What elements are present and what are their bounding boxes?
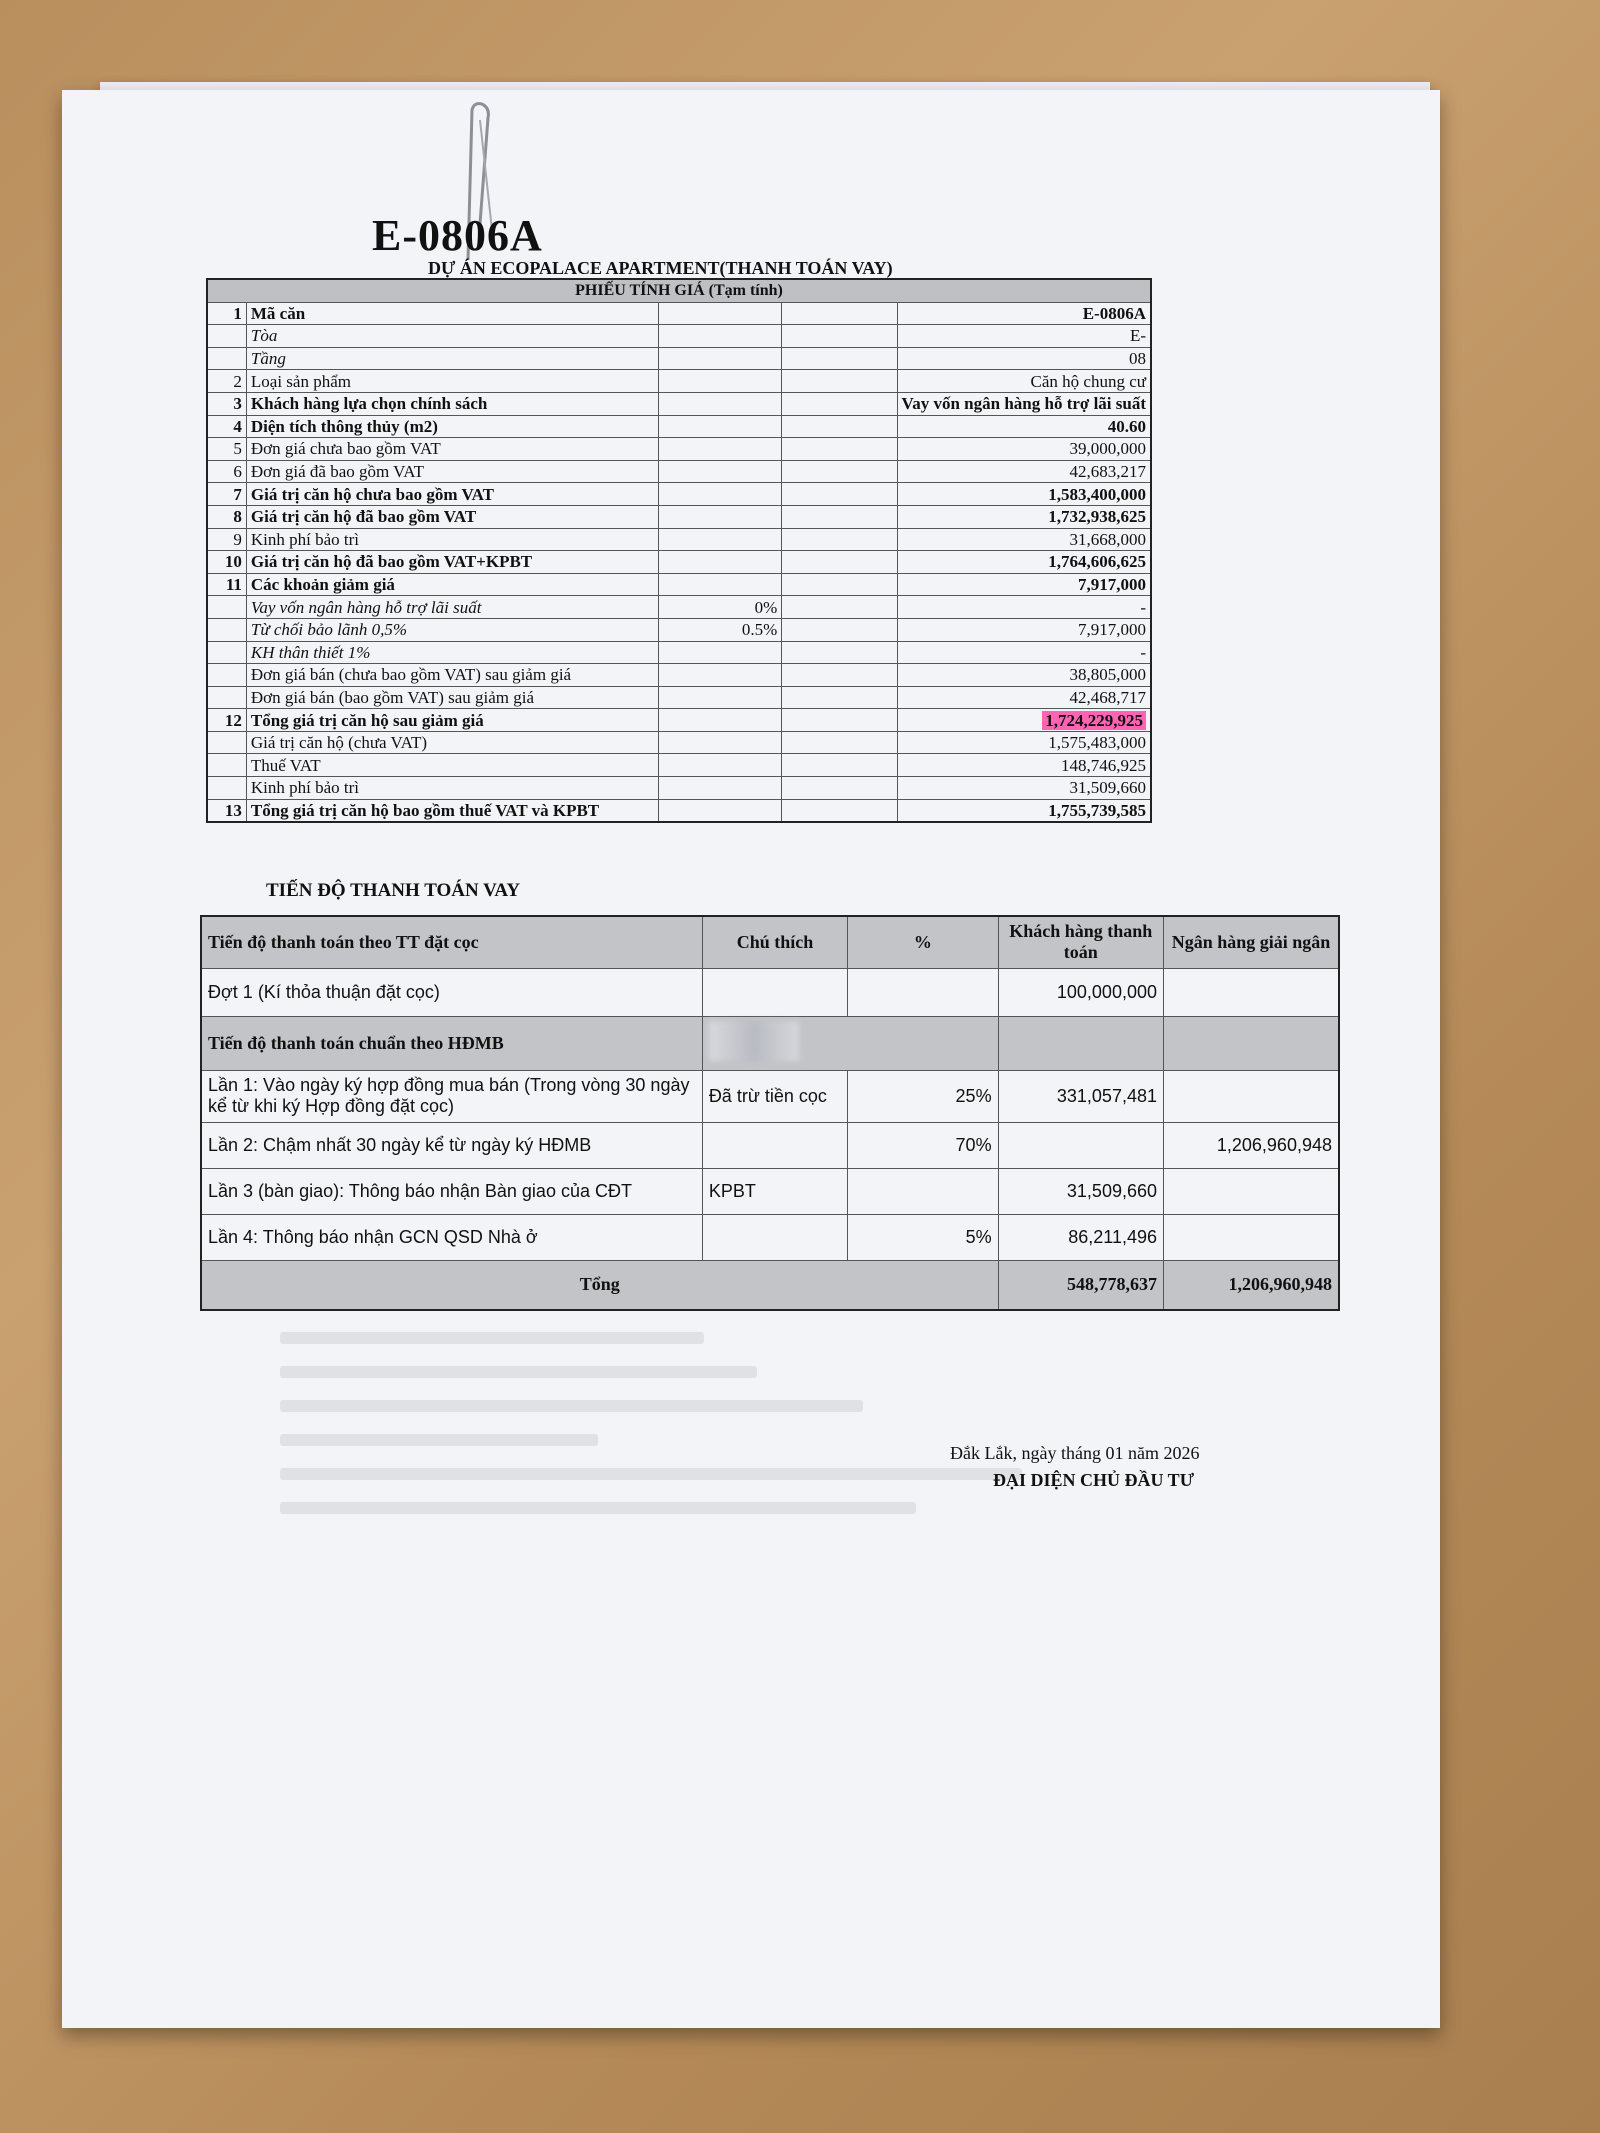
row-label xyxy=(246,438,658,461)
row-label-text: Khách hàng lựa chọn chính sách xyxy=(250,394,488,414)
row-number xyxy=(207,483,246,506)
payment-schedule-table xyxy=(200,915,1340,1311)
row-rate xyxy=(658,460,782,483)
row-rate xyxy=(658,325,782,348)
row-extra xyxy=(782,415,897,438)
row-extra xyxy=(782,347,897,370)
row-label xyxy=(246,415,658,438)
payment-stage: Lần 3 (bàn giao): Thông báo nhận Bàn giao của CĐT xyxy=(201,1168,702,1214)
row-rate xyxy=(658,551,782,574)
row-number xyxy=(207,370,246,393)
row-rate xyxy=(658,438,782,461)
row-number xyxy=(207,460,246,483)
row-extra xyxy=(782,483,897,506)
row-value xyxy=(897,347,1151,370)
row-number-text: 12 xyxy=(224,710,242,730)
row-rate xyxy=(658,686,782,709)
row-value-text: 1,724,229,925 xyxy=(1042,711,1146,730)
payment-stage: Lần 2: Chậm nhất 30 ngày kể từ ngày ký HĐMB xyxy=(201,1122,702,1168)
payment-bank xyxy=(1164,1168,1340,1214)
row-number xyxy=(207,302,246,325)
row-rate xyxy=(658,799,782,822)
row-value xyxy=(897,731,1151,754)
payment-percent: 25% xyxy=(848,1070,998,1122)
row-label xyxy=(246,799,658,822)
price-row xyxy=(207,709,1151,732)
row-label-text: Giá trị căn hộ đã bao gồm VAT+KPBT xyxy=(250,552,533,572)
price-row xyxy=(207,392,1151,415)
row-label-text: Đơn giá bán (bao gồm VAT) sau giảm giá xyxy=(250,687,535,707)
row-label xyxy=(246,686,658,709)
row-value-text: 31,509,660 xyxy=(1069,778,1146,798)
row-value-text: 39,000,000 xyxy=(1069,439,1146,459)
payment-percent xyxy=(848,1168,998,1214)
row-value-text: 42,683,217 xyxy=(1069,462,1146,482)
row-rate xyxy=(658,731,782,754)
row-extra xyxy=(782,460,897,483)
row-extra xyxy=(782,664,897,687)
payment-percent: 70% xyxy=(848,1122,998,1168)
row-label-text: Tổng giá trị căn hộ bao gồm thuế VAT và KPBT xyxy=(250,800,600,820)
payment-bank xyxy=(1164,1070,1340,1122)
row-rate xyxy=(658,347,782,370)
row-extra xyxy=(782,641,897,664)
price-row xyxy=(207,754,1151,777)
price-row xyxy=(207,460,1151,483)
row-label-text: Tòa xyxy=(250,326,278,346)
row-number-text: 4 xyxy=(233,416,242,436)
payment-customer: 331,057,481 xyxy=(998,1070,1163,1122)
row-label-text: Tổng giá trị căn hộ sau giảm giá xyxy=(250,710,484,730)
price-row xyxy=(207,415,1151,438)
row-rate xyxy=(658,505,782,528)
row-label-text: Kinh phí bảo trì xyxy=(250,778,360,798)
row-value-text: 7,917,000 xyxy=(1078,620,1146,640)
payment-total-row xyxy=(201,1260,1339,1310)
row-value xyxy=(897,438,1151,461)
row-number-text: 10 xyxy=(224,552,242,572)
row-value xyxy=(897,415,1151,438)
row-label xyxy=(246,709,658,732)
row-label xyxy=(246,392,658,415)
row-label-text: Mã căn xyxy=(250,303,306,323)
row-value xyxy=(897,528,1151,551)
price-row xyxy=(207,573,1151,596)
row-label-text: Các khoản giảm giá xyxy=(250,575,395,595)
row-value-text: E-0806A xyxy=(1082,303,1146,323)
row-value xyxy=(897,505,1151,528)
row-extra xyxy=(782,754,897,777)
row-rate xyxy=(658,641,782,664)
price-row xyxy=(207,618,1151,641)
row-number xyxy=(207,618,246,641)
row-label-text: Đơn giá đã bao gồm VAT xyxy=(250,462,425,482)
row-rate xyxy=(658,573,782,596)
row-rate xyxy=(658,596,782,619)
row-value xyxy=(897,754,1151,777)
row-value xyxy=(897,551,1151,574)
row-extra xyxy=(782,438,897,461)
row-label-text: Diện tích thông thủy (m2) xyxy=(250,416,438,436)
payment-bank xyxy=(1164,968,1340,1016)
row-value-text: 1,583,400,000 xyxy=(1048,484,1146,504)
row-extra xyxy=(782,596,897,619)
row-number xyxy=(207,664,246,687)
row-extra xyxy=(782,370,897,393)
payment-note xyxy=(702,968,847,1016)
row-value xyxy=(897,573,1151,596)
row-rate xyxy=(658,528,782,551)
price-row xyxy=(207,799,1151,822)
price-row xyxy=(207,686,1151,709)
row-number-text: 13 xyxy=(224,800,242,820)
row-label xyxy=(246,731,658,754)
row-rate xyxy=(658,709,782,732)
row-value-text: - xyxy=(1140,642,1146,662)
row-number xyxy=(207,754,246,777)
row-value-text: 1,575,483,000 xyxy=(1048,733,1146,753)
payment-schedule-title: TIẾN ĐỘ THANH TOÁN VAY xyxy=(266,880,521,901)
project-title: DỰ ÁN ECOPALACE APARTMENT(THANH TOÁN VAY) xyxy=(428,258,893,278)
payment-total-bank: 1,206,960,948 xyxy=(1164,1260,1340,1310)
row-extra xyxy=(782,573,897,596)
payment-header-customer: Khách hàng thanh toán xyxy=(998,916,1163,968)
row-extra xyxy=(782,709,897,732)
empty-cell xyxy=(1164,1016,1340,1070)
payment-header-stage: Tiến độ thanh toán theo TT đặt cọc xyxy=(201,916,702,968)
row-value xyxy=(897,302,1151,325)
row-value-text: 1,764,606,625 xyxy=(1048,552,1146,572)
payment-note: KPBT xyxy=(702,1168,847,1214)
row-extra xyxy=(782,302,897,325)
row-rate xyxy=(658,415,782,438)
redacted-cell xyxy=(702,1016,998,1070)
payment-bank: 1,206,960,948 xyxy=(1164,1122,1340,1168)
row-number-text: 2 xyxy=(233,371,242,391)
row-extra xyxy=(782,528,897,551)
row-extra xyxy=(782,686,897,709)
row-extra xyxy=(782,618,897,641)
row-number-text: 1 xyxy=(233,303,242,323)
row-value xyxy=(897,596,1151,619)
payment-row xyxy=(201,968,1339,1016)
payment-total-label: Tổng xyxy=(201,1260,998,1310)
payment-customer xyxy=(998,1122,1163,1168)
row-label-text: Từ chối bảo lãnh 0,5% xyxy=(250,620,408,640)
payment-row xyxy=(201,1122,1339,1168)
row-number xyxy=(207,415,246,438)
row-value xyxy=(897,664,1151,687)
row-rate-text: 0% xyxy=(754,597,778,617)
row-label-text: Đơn giá chưa bao gồm VAT xyxy=(250,439,441,459)
price-row xyxy=(207,347,1151,370)
payment-section-row xyxy=(201,1016,1339,1070)
row-rate xyxy=(658,392,782,415)
payment-row xyxy=(201,1070,1339,1122)
signature-place-date: Đắk Lắk, ngày tháng 01 năm 2026 xyxy=(950,1443,1200,1463)
row-label-text: Đơn giá bán (chưa bao gồm VAT) sau giảm giá xyxy=(250,665,572,685)
row-value-text: 38,805,000 xyxy=(1069,665,1146,685)
row-label xyxy=(246,460,658,483)
row-number-text: 8 xyxy=(233,507,242,527)
payment-header-bank: Ngân hàng giải ngân xyxy=(1164,916,1340,968)
price-row xyxy=(207,596,1151,619)
row-label xyxy=(246,347,658,370)
row-label xyxy=(246,551,658,574)
row-number-text: 6 xyxy=(233,462,242,482)
row-extra xyxy=(782,551,897,574)
price-sheet-title: PHIẾU TÍNH GIÁ (Tạm tính) xyxy=(207,279,1151,302)
payment-header-note: Chú thích xyxy=(702,916,847,968)
row-rate xyxy=(658,754,782,777)
empty-cell xyxy=(998,1016,1163,1070)
row-value-text: Căn hộ chung cư xyxy=(1030,371,1146,391)
row-number xyxy=(207,551,246,574)
price-row xyxy=(207,731,1151,754)
row-rate xyxy=(658,483,782,506)
row-value-text: 1,755,739,585 xyxy=(1048,800,1146,820)
price-row xyxy=(207,370,1151,393)
row-number-text: 5 xyxy=(233,439,242,459)
row-extra xyxy=(782,392,897,415)
row-number xyxy=(207,777,246,800)
row-number xyxy=(207,325,246,348)
price-row xyxy=(207,528,1151,551)
redaction-blur xyxy=(709,1021,799,1061)
row-number xyxy=(207,799,246,822)
price-row xyxy=(207,483,1151,506)
row-extra xyxy=(782,777,897,800)
row-value xyxy=(897,392,1151,415)
row-label-text: Vay vốn ngân hàng hỗ trợ lãi suất xyxy=(250,597,482,617)
payment-bank xyxy=(1164,1214,1340,1260)
row-value-text: 148,746,925 xyxy=(1061,755,1146,775)
row-value-text: Vay vốn ngân hàng hỗ trợ lãi suất xyxy=(901,394,1146,414)
payment-note: Đã trừ tiền cọc xyxy=(702,1070,847,1122)
row-value-text: 7,917,000 xyxy=(1078,575,1146,595)
row-value xyxy=(897,686,1151,709)
row-number xyxy=(207,347,246,370)
price-row xyxy=(207,302,1151,325)
row-number xyxy=(207,573,246,596)
row-value-text: E- xyxy=(1129,326,1146,346)
row-value-text: - xyxy=(1140,597,1146,617)
payment-note xyxy=(702,1214,847,1260)
price-row xyxy=(207,505,1151,528)
row-number xyxy=(207,505,246,528)
row-value-text: 42,468,717 xyxy=(1069,687,1146,707)
signature-role: ĐẠI DIỆN CHỦ ĐẦU TƯ xyxy=(993,1470,1195,1490)
row-extra xyxy=(782,799,897,822)
row-label-text: Loại sản phẩm xyxy=(250,371,351,391)
payment-stage: Lần 4: Thông báo nhận GCN QSD Nhà ở xyxy=(201,1214,702,1260)
row-label xyxy=(246,370,658,393)
row-value xyxy=(897,370,1151,393)
row-number xyxy=(207,686,246,709)
row-label-text: Kinh phí bảo trì xyxy=(250,529,360,549)
row-value xyxy=(897,641,1151,664)
row-label-text: Giá trị căn hộ chưa bao gồm VAT xyxy=(250,484,494,504)
payment-percent xyxy=(848,968,998,1016)
payment-customer: 31,509,660 xyxy=(998,1168,1163,1214)
row-value-text: 08 xyxy=(1129,349,1146,369)
payment-row xyxy=(201,1214,1339,1260)
row-label xyxy=(246,664,658,687)
row-number-text: 7 xyxy=(233,484,242,504)
row-value xyxy=(897,618,1151,641)
row-label xyxy=(246,641,658,664)
row-rate xyxy=(658,777,782,800)
row-label-text: KH thân thiết 1% xyxy=(250,642,371,662)
row-number xyxy=(207,596,246,619)
row-value xyxy=(897,460,1151,483)
row-extra xyxy=(782,325,897,348)
row-rate xyxy=(658,370,782,393)
unit-code-heading: E-0806A xyxy=(372,211,543,260)
row-number xyxy=(207,731,246,754)
row-label xyxy=(246,573,658,596)
row-value-text: 40.60 xyxy=(1107,416,1146,436)
row-value xyxy=(897,709,1151,732)
row-label-text: Giá trị căn hộ đã bao gồm VAT xyxy=(250,507,477,527)
price-row xyxy=(207,551,1151,574)
row-label xyxy=(246,325,658,348)
payment-header-row xyxy=(201,916,1339,968)
row-number-text: 3 xyxy=(233,394,242,414)
payment-customer: 86,211,496 xyxy=(998,1214,1163,1260)
row-value xyxy=(897,483,1151,506)
payment-section-label: Tiến độ thanh toán chuẩn theo HĐMB xyxy=(201,1016,702,1070)
price-row xyxy=(207,325,1151,348)
row-label xyxy=(246,483,658,506)
row-rate-text: 0.5% xyxy=(741,620,778,640)
price-row xyxy=(207,641,1151,664)
row-value-text: 31,668,000 xyxy=(1069,529,1146,549)
payment-row xyxy=(201,1168,1339,1214)
row-label xyxy=(246,618,658,641)
row-label xyxy=(246,596,658,619)
row-extra xyxy=(782,731,897,754)
row-number-text: 9 xyxy=(233,529,242,549)
row-extra xyxy=(782,505,897,528)
row-number xyxy=(207,438,246,461)
row-label xyxy=(246,777,658,800)
row-number-text: 11 xyxy=(225,575,242,595)
row-label xyxy=(246,528,658,551)
row-rate xyxy=(658,302,782,325)
price-sheet-header xyxy=(207,279,1151,302)
payment-stage: Lần 1: Vào ngày ký hợp đồng mua bán (Trong vòng 30 ngày kể từ khi ký Hợp đồng đặt cọc) xyxy=(201,1070,702,1122)
show-through-text xyxy=(280,1310,1340,1730)
payment-stage: Đợt 1 (Kí thỏa thuận đặt cọc) xyxy=(201,968,702,1016)
price-row xyxy=(207,438,1151,461)
payment-percent: 5% xyxy=(848,1214,998,1260)
row-label xyxy=(246,505,658,528)
row-number xyxy=(207,528,246,551)
price-row xyxy=(207,777,1151,800)
row-value xyxy=(897,799,1151,822)
payment-total-customer: 548,778,637 xyxy=(998,1260,1163,1310)
row-label xyxy=(246,754,658,777)
row-label-text: Giá trị căn hộ (chưa VAT) xyxy=(250,733,428,753)
row-rate xyxy=(658,664,782,687)
row-rate xyxy=(658,618,782,641)
row-value-text: 1,732,938,625 xyxy=(1048,507,1146,527)
payment-customer: 100,000,000 xyxy=(998,968,1163,1016)
row-label-text: Tầng xyxy=(250,349,286,369)
row-value xyxy=(897,325,1151,348)
price-row xyxy=(207,664,1151,687)
payment-note xyxy=(702,1122,847,1168)
row-value xyxy=(897,777,1151,800)
price-sheet-table xyxy=(206,278,1152,823)
row-number xyxy=(207,641,246,664)
row-number xyxy=(207,392,246,415)
row-number xyxy=(207,709,246,732)
payment-header-percent: % xyxy=(848,916,998,968)
row-label-text: Thuế VAT xyxy=(250,755,321,775)
row-label xyxy=(246,302,658,325)
